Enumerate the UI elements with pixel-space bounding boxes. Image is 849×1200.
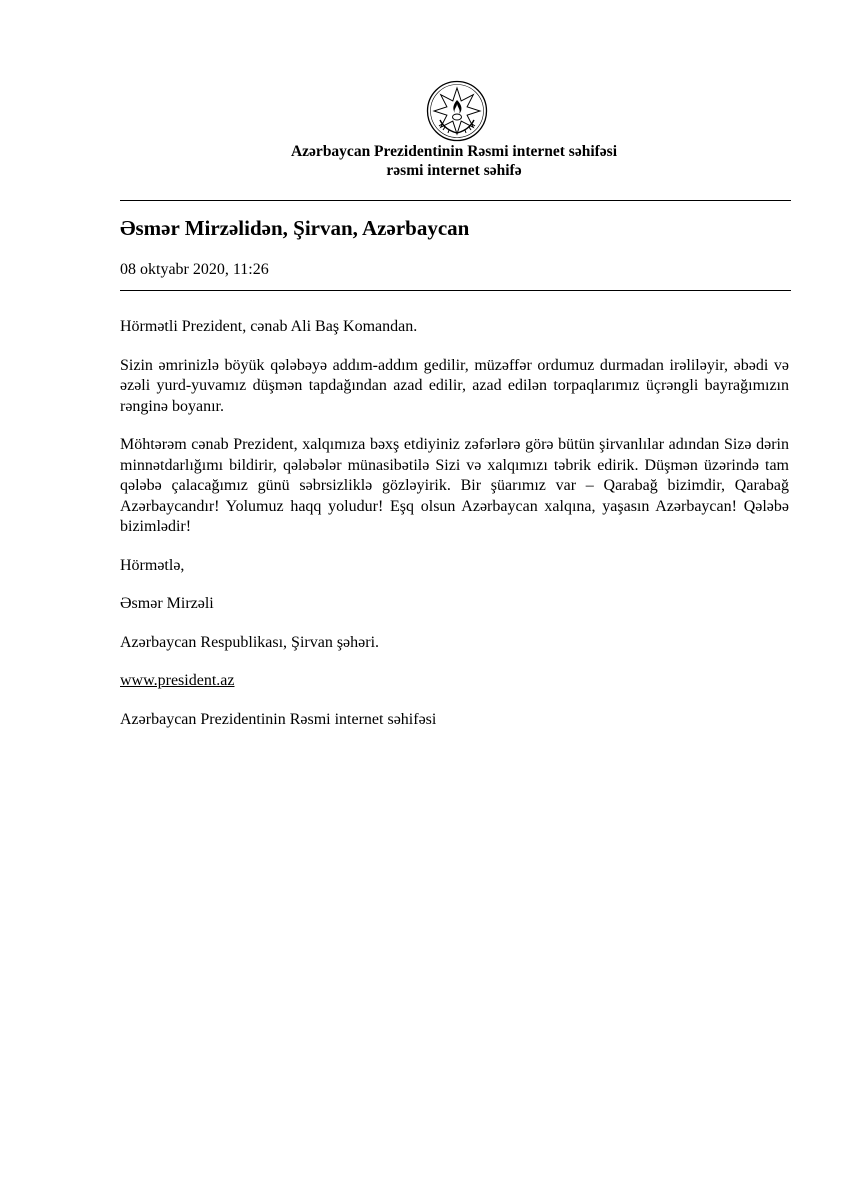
site-subtitle: rəsmi internet səhifə bbox=[386, 162, 522, 179]
article-headline: Əsmər Mirzəlidən, Şirvan, Azərbaycan bbox=[120, 216, 470, 240]
signature-name: Əsmər Mirzəli bbox=[120, 595, 214, 612]
article-closing: Hörmətlə, bbox=[120, 556, 185, 574]
signature-location: Azərbaycan Respublikası, Şirvan şəhəri. bbox=[120, 633, 380, 651]
header-divider bbox=[120, 200, 791, 201]
article-body bbox=[120, 317, 789, 748]
date-divider bbox=[120, 290, 791, 291]
site-title: Azərbaycan Prezidentinin Rəsmi internet səhifəsi bbox=[290, 143, 618, 160]
azerbaijan-state-emblem-icon bbox=[426, 80, 488, 142]
article-date: 08 oktyabr 2020, 11:26 bbox=[120, 261, 269, 278]
article-paragraph: Möhtərəm cənab Prezident, xalqımıza bəxş etdiyiniz zəfərlərə görə bütün şirvanlılar adından Sizə dərin minnətdarlığımı bildirir, qələbələr münasibətilə Sizi və xalqımızı təbrik edirik. Düşmən üzərində tam qələbə çalacağımız günü səbrsizliklə gözləyirik. Bir şüarımız var – Qarabağ bizimdir, Qarabağ Azərbaycandır! Yolumuz haqq yoludur! Eşq olsun Azərbaycan xalqına, yaşasın Azərbaycan! Qələbə bizimlədir! bbox=[120, 436, 789, 535]
website-link[interactable]: www.president.az bbox=[120, 672, 235, 689]
article-paragraph: Sizin əmrinizlə böyük qələbəyə addım-addım gedilir, müzəffər ordumuz durmadan irəliləyir, əbədi və əzəli yurd-yuvamız düşmən tapdağından azad edilir, azad edilən torpaqlarımız üçrəngli bayrağımızın rənginə boyanır. bbox=[120, 356, 789, 415]
footer-source: Azərbaycan Prezidentinin Rəsmi internet səhifəsi bbox=[120, 710, 437, 728]
article-salutation: Hörmətli Prezident, cənab Ali Baş Komandan. bbox=[120, 318, 418, 335]
